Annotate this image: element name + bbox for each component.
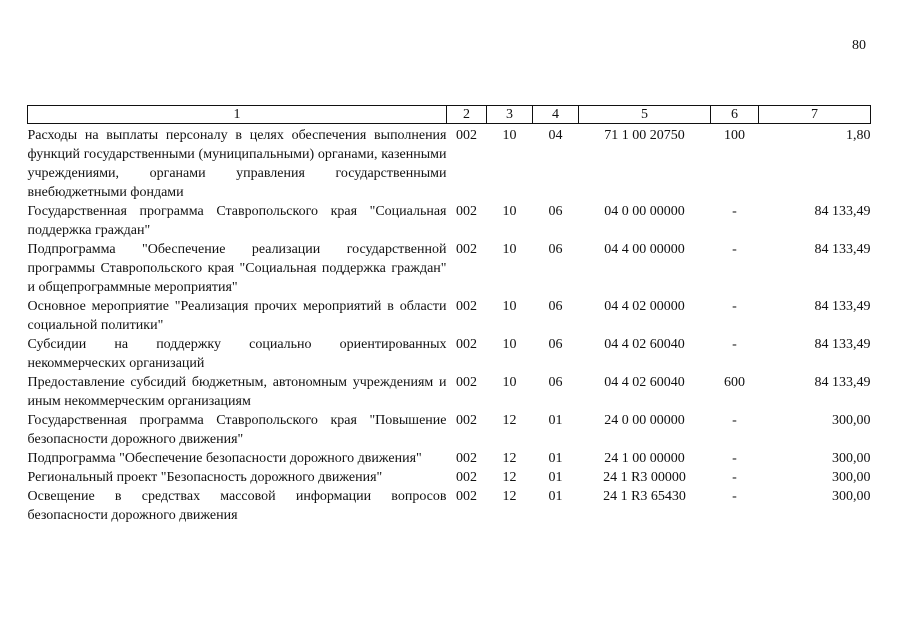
- row-pr: 01: [548, 413, 563, 428]
- row-sum: 300,00: [832, 413, 871, 428]
- table-row: [28, 487, 871, 525]
- row-sum: 84 133,49: [814, 375, 871, 390]
- row-csr: 04 4 02 60040: [604, 375, 685, 390]
- row-rz: 10: [502, 128, 517, 143]
- row-ved: 002: [456, 337, 477, 352]
- row-sum: 84 133,49: [814, 242, 871, 257]
- row-pr: 01: [548, 470, 563, 485]
- row-vr: 600: [724, 375, 745, 390]
- row-rz: 10: [502, 299, 517, 314]
- row-pr: 01: [548, 489, 563, 504]
- column-header-1: 1: [28, 106, 447, 124]
- row-name: Субсидии на поддержку социально ориентированных некоммерческих организаций: [27, 337, 447, 371]
- row-rz: 10: [502, 204, 517, 219]
- table-row: [28, 202, 871, 240]
- row-sum: 1,80: [846, 128, 871, 143]
- row-name: Государственная программа Ставропольского края "Социальная поддержка граждан": [27, 204, 447, 238]
- column-header-3: 3: [487, 106, 533, 124]
- row-sum: 300,00: [832, 451, 871, 466]
- row-vr: -: [732, 451, 737, 466]
- row-sum: 84 133,49: [814, 337, 871, 352]
- table-row: [28, 124, 871, 203]
- budget-table: [27, 105, 871, 525]
- row-pr: 06: [548, 299, 563, 314]
- row-vr: -: [732, 242, 737, 257]
- row-pr: 06: [548, 204, 563, 219]
- table-row: [28, 240, 871, 297]
- row-vr: -: [732, 299, 737, 314]
- row-csr: 24 1 R3 00000: [603, 470, 686, 485]
- row-ved: 002: [456, 299, 477, 314]
- row-sum: 300,00: [832, 489, 871, 504]
- row-vr: 100: [724, 128, 745, 143]
- row-pr: 06: [548, 375, 563, 390]
- row-ved: 002: [456, 489, 477, 504]
- row-ved: 002: [456, 413, 477, 428]
- row-rz: 10: [502, 375, 517, 390]
- page-number: 80: [852, 38, 866, 53]
- row-sum: 84 133,49: [814, 204, 871, 219]
- row-name: Государственная программа Ставропольского края "Повышение безопасности дорожного движения": [27, 413, 447, 447]
- row-name: Освещение в средствах массовой информации вопросов безопасности дорожного движения: [27, 489, 447, 523]
- row-ved: 002: [456, 128, 477, 143]
- row-csr: 04 4 02 60040: [604, 337, 685, 352]
- row-sum: 84 133,49: [814, 299, 871, 314]
- row-name: Основное мероприятие "Реализация прочих мероприятий в области социальной политики": [27, 299, 447, 333]
- row-rz: 10: [502, 242, 517, 257]
- table-row: [28, 449, 871, 468]
- row-name: Подпрограмма "Обеспечение реализации государственной программы Ставропольского края "Социальная поддержка граждан" и общепрограммные мероприятия": [27, 242, 447, 295]
- row-vr: -: [732, 489, 737, 504]
- table-row: [28, 297, 871, 335]
- row-ved: 002: [456, 470, 477, 485]
- row-name: Подпрограмма "Обеспечение безопасности дорожного движения": [27, 451, 422, 466]
- row-csr: 24 1 R3 65430: [603, 489, 686, 504]
- column-header-6: 6: [711, 106, 759, 124]
- header-row: [28, 106, 871, 124]
- row-name: Расходы на выплаты персоналу в целях обеспечения выполнения функций государственными (муниципальными) органами, казенными учреждениями, органами управления государственными внебюджетными фондами: [27, 128, 447, 200]
- row-csr: 24 1 00 00000: [604, 451, 685, 466]
- table-row: [28, 468, 871, 487]
- row-rz: 12: [502, 489, 517, 504]
- row-pr: 06: [548, 337, 563, 352]
- row-rz: 10: [502, 337, 517, 352]
- column-header-5: 5: [579, 106, 711, 124]
- row-ved: 002: [456, 375, 477, 390]
- row-rz: 12: [502, 451, 517, 466]
- column-header-7: 7: [759, 106, 871, 124]
- row-ved: 002: [456, 242, 477, 257]
- row-name: Предоставление субсидий бюджетным, автономным учреждениям и иным некоммерческим организациям: [27, 375, 447, 409]
- row-vr: -: [732, 470, 737, 485]
- row-ved: 002: [456, 451, 477, 466]
- row-csr: 04 0 00 00000: [604, 204, 685, 219]
- table-row: [28, 411, 871, 449]
- row-csr: 04 4 02 00000: [604, 299, 685, 314]
- row-rz: 12: [502, 470, 517, 485]
- row-csr: 24 0 00 00000: [604, 413, 685, 428]
- table-row: [28, 335, 871, 373]
- row-csr: 71 1 00 20750: [604, 128, 685, 143]
- row-ved: 002: [456, 204, 477, 219]
- row-name: Региональный проект "Безопасность дорожного движения": [27, 470, 383, 485]
- table-row: [28, 373, 871, 411]
- row-pr: 04: [548, 128, 563, 143]
- row-csr: 04 4 00 00000: [604, 242, 685, 257]
- row-pr: 06: [548, 242, 563, 257]
- row-pr: 01: [548, 451, 563, 466]
- row-sum: 300,00: [832, 470, 871, 485]
- row-vr: -: [732, 337, 737, 352]
- row-vr: -: [732, 413, 737, 428]
- row-vr: -: [732, 204, 737, 219]
- row-rz: 12: [502, 413, 517, 428]
- column-header-2: 2: [447, 106, 487, 124]
- column-header-4: 4: [533, 106, 579, 124]
